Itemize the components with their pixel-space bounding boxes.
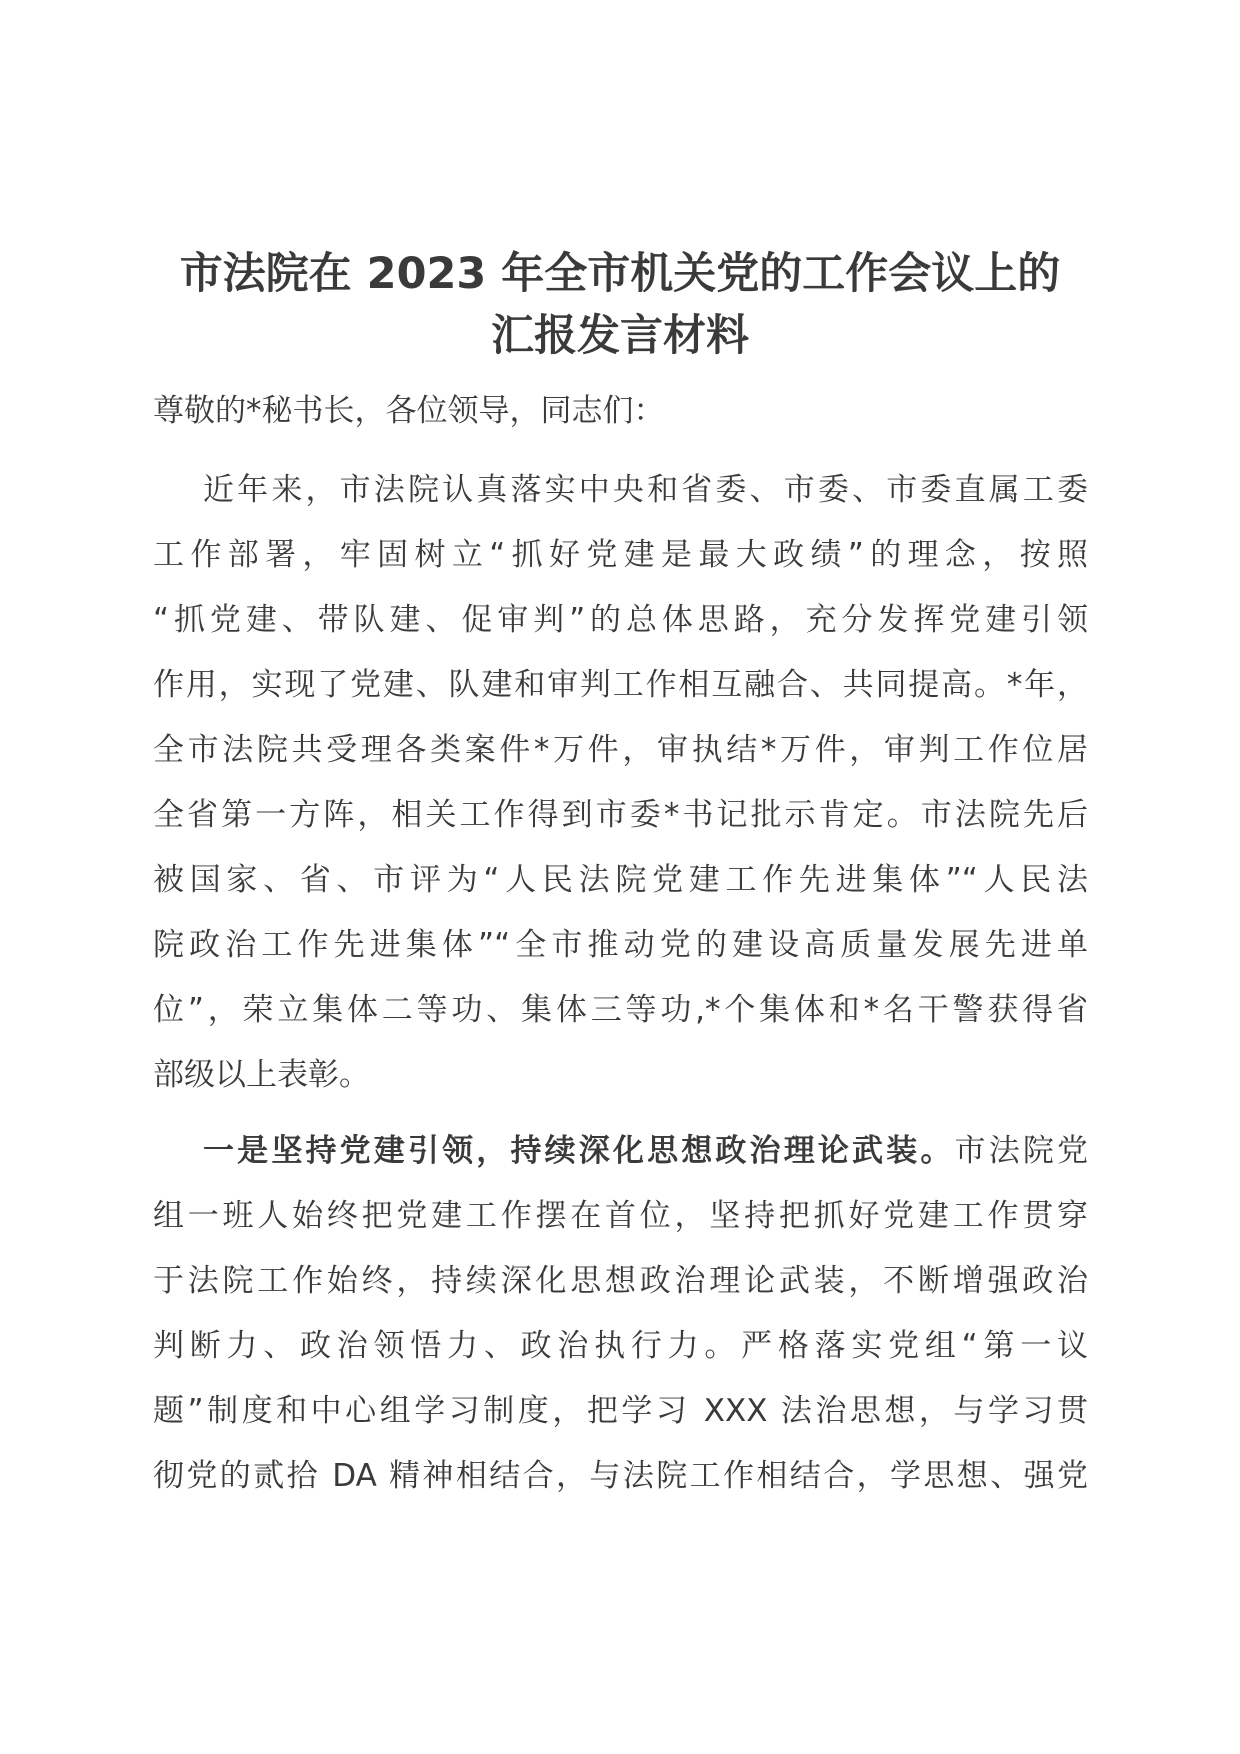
paragraph-1-line: “抓党建、带队建、促审判”的总体思路，充分发挥党建引领 — [153, 602, 1088, 638]
title-line-2: 汇报发言材料 — [491, 311, 749, 361]
paragraph-2-line: 组一班人始终把党建工作摆在首位，坚持把抓好党建工作贯穿 — [153, 1198, 1088, 1234]
paragraph-1-line: 工作部署，牢固树立“抓好党建是最大政绩”的理念，按照 — [153, 537, 1088, 573]
salutation — [153, 379, 1088, 444]
paragraph-1-line: 近年来，市法院认真落实中央和省委、市委、市委直属工委 — [203, 472, 1088, 508]
document-title — [140, 243, 1100, 367]
title-line-1: 市法院在 2023 年全市机关党的工作会议上的 — [179, 249, 1061, 299]
paragraph-2-heading: 一是坚持党建引领，持续深化思想政治理论武装。 — [203, 1133, 955, 1169]
paragraph-1-line: 被国家、省、市评为“人民法院党建工作先进集体”“人民法 — [153, 862, 1088, 898]
paragraph-1-line: 全市法院共受理各类案件*万件，审执结*万件，审判工作位居 — [153, 732, 1088, 768]
paragraph-1-line: 部级以上表彰。 — [153, 1057, 370, 1093]
paragraph-2-line: 彻党的贰拾 DA 精神相结合，与法院工作相结合，学思想、强党 — [153, 1458, 1088, 1494]
paragraph-1-line: 全省第一方阵，相关工作得到市委*书记批示肯定。市法院先后 — [153, 797, 1088, 833]
salutation-text: 尊敬的*秘书长，各位领导，同志们： — [153, 393, 665, 429]
paragraph-1-line: 院政治工作先进集体”“全市推动党的建设高质量发展先进单 — [153, 927, 1088, 963]
paragraph-2-line: 判断力、政治领悟力、政治执行力。严格落实党组“第一议 — [153, 1328, 1088, 1364]
paragraph-1-line: 作用，实现了党建、队建和审判工作相互融合、共同提高。*年， — [153, 667, 1088, 703]
paragraph-1 — [153, 458, 1088, 1108]
paragraph-2-line: 于法院工作始终，持续深化思想政治理论武装，不断增强政治 — [153, 1263, 1088, 1299]
paragraph-1-line: 位”，荣立集体二等功、集体三等功,*个集体和*名干警获得省 — [153, 992, 1088, 1028]
paragraph-2 — [153, 1119, 1088, 1509]
paragraph-2-first-rest: 市法院党 — [954, 1133, 1089, 1169]
paragraph-2-first-line — [153, 1119, 1088, 1184]
paragraph-2-line: 题”制度和中心组学习制度，把学习 XXX 法治思想，与学习贯 — [153, 1393, 1088, 1429]
